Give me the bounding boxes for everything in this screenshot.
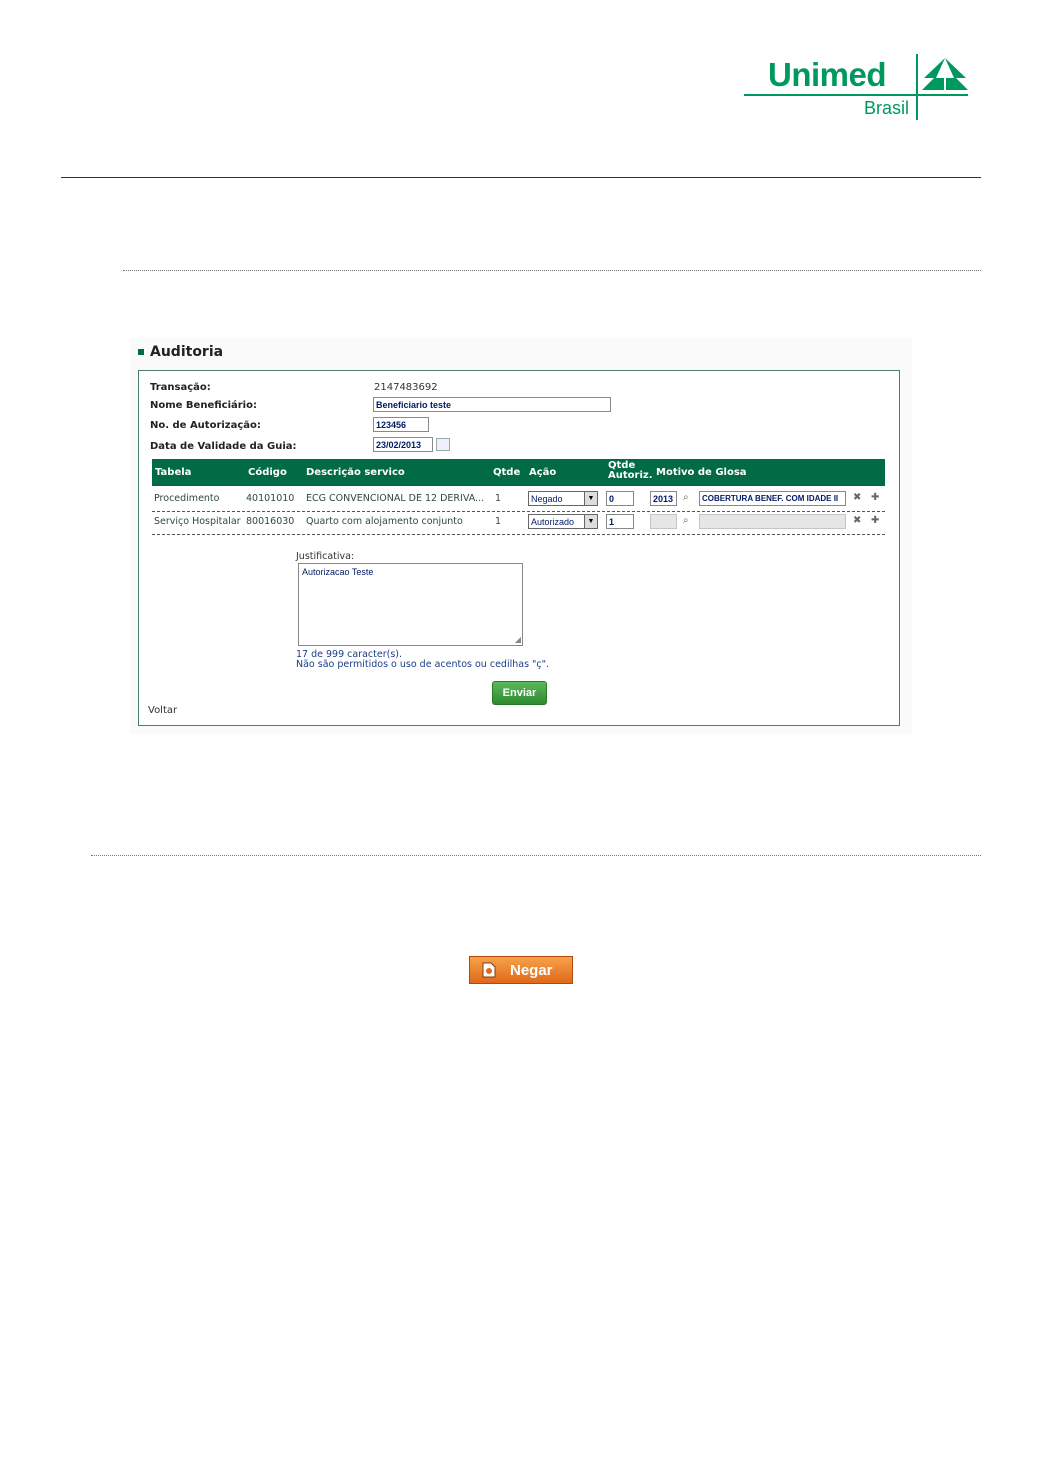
search-icon[interactable]: ⌕: [683, 515, 689, 526]
document-user-icon: [482, 962, 496, 978]
col-qtde-autoriz-line1: Qtde: [608, 460, 636, 471]
logo-divider-vertical: [916, 54, 918, 120]
acao-select[interactable]: [528, 491, 598, 506]
cell-descricao: ECG CONVENCIONAL DE 12 DERIVA...: [306, 493, 485, 504]
motivo-text-input[interactable]: COBERTURA BENEF. COM IDADE II: [699, 491, 846, 506]
col-tabela: Tabela: [155, 467, 192, 478]
logo-divider-horizontal: [744, 94, 968, 96]
motivo-code-input[interactable]: [650, 514, 677, 529]
cell-tabela: Procedimento: [154, 493, 220, 504]
justificativa-textarea[interactable]: [298, 563, 523, 646]
character-counter: 17 de 999 caracter(s).: [296, 649, 403, 660]
section-title-text: Auditoria: [150, 344, 224, 360]
transacao-label: Transação:: [150, 382, 211, 393]
chevron-down-icon: ▼: [584, 515, 597, 528]
acao-select[interactable]: [528, 514, 598, 529]
autorizacao-input[interactable]: 123456: [373, 417, 429, 432]
col-descricao: Descrição servico: [306, 467, 405, 478]
col-acao: Ação: [529, 467, 557, 478]
remove-icon[interactable]: ✖: [853, 515, 862, 526]
motivo-text-input[interactable]: [699, 514, 846, 529]
motivo-code-input[interactable]: 2013: [650, 491, 677, 506]
add-icon[interactable]: ✚: [871, 515, 880, 526]
calendar-icon[interactable]: [436, 438, 450, 451]
justificativa-label: Justificativa:: [296, 551, 355, 562]
unimed-logo: [744, 54, 972, 122]
auditoria-panel: [138, 370, 900, 726]
acao-select-value: Autorizado: [531, 517, 575, 527]
chevron-down-icon: ▼: [584, 492, 597, 505]
justificativa-text: Autorizacao Teste: [302, 567, 374, 577]
table-row: [152, 512, 885, 535]
qtde-autoriz-input[interactable]: 0: [606, 491, 634, 506]
validade-input[interactable]: 23/02/2013: [373, 437, 433, 452]
validade-label: Data de Validade da Guia:: [150, 441, 297, 452]
cell-qtde: 1: [495, 516, 502, 527]
nome-beneficiario-label: Nome Beneficiário:: [150, 400, 257, 411]
col-motivo: Motivo de Glosa: [656, 467, 747, 478]
cell-tabela: Serviço Hospitalar: [154, 516, 241, 527]
negar-button-label: Negar: [510, 962, 553, 979]
cell-descricao: Quarto com alojamento conjunto: [306, 516, 463, 527]
col-qtde-autoriz: [608, 461, 653, 481]
resize-handle-icon[interactable]: ◢: [514, 635, 521, 644]
dotted-divider: [123, 270, 981, 271]
col-qtde: Qtde: [493, 467, 521, 478]
logo-wordmark: Unimed: [768, 56, 887, 93]
cell-qtde: 1: [495, 493, 502, 504]
add-icon[interactable]: ✚: [871, 492, 880, 503]
dotted-divider: [91, 855, 981, 856]
qtde-autoriz-input[interactable]: 1: [606, 514, 634, 529]
nome-beneficiario-input[interactable]: Beneficiario teste: [373, 397, 611, 412]
enviar-button[interactable]: Enviar: [492, 681, 547, 705]
remove-icon[interactable]: ✖: [853, 492, 862, 503]
bullet-square-icon: [138, 349, 144, 355]
logo-subtitle: Brasil: [864, 98, 910, 118]
accent-notice: Não são permitidos o uso de acentos ou cedilhas "ç".: [296, 659, 550, 670]
header-divider: [61, 177, 981, 178]
cell-codigo: 40101010: [246, 493, 295, 504]
acao-select-value: Negado: [531, 494, 563, 504]
search-icon[interactable]: ⌕: [683, 492, 689, 503]
voltar-link[interactable]: Voltar: [148, 705, 178, 716]
negar-button[interactable]: [469, 956, 573, 984]
section-title: [138, 344, 223, 360]
autorizacao-label: No. de Autorização:: [150, 420, 261, 431]
table-header: [152, 459, 885, 486]
pine-tree-icon: [922, 58, 968, 92]
cell-codigo: 80016030: [246, 516, 295, 527]
table-row: [152, 489, 885, 512]
col-qtde-autoriz-line2: Autoriz.: [608, 470, 653, 481]
transacao-value: 2147483692: [374, 382, 438, 393]
col-codigo: Código: [248, 467, 287, 478]
